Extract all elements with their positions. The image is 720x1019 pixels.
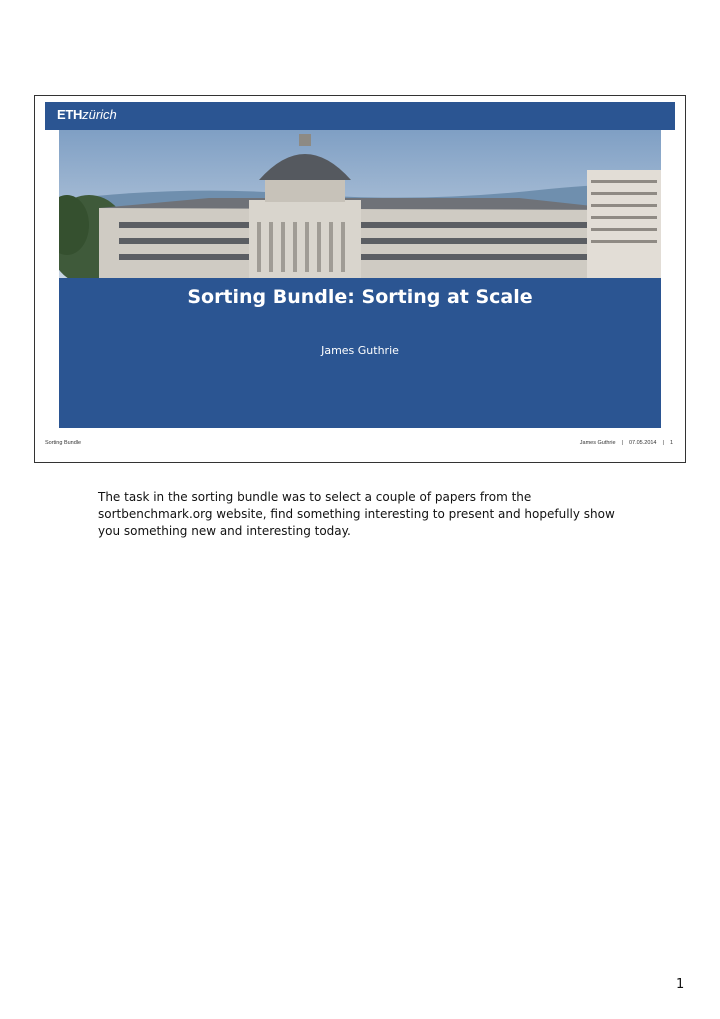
footer-separator: | (621, 440, 623, 446)
slide-header-bar (45, 102, 675, 130)
footer-bundle-name: Sorting Bundle (45, 440, 82, 446)
footer-slide-number: 1 (669, 440, 673, 446)
page-number: 1 (676, 977, 685, 992)
title-panel (59, 278, 661, 428)
footer-separator: | (662, 440, 664, 446)
slide-title: Sorting Bundle: Sorting at Scale (187, 286, 533, 308)
footer-meta (580, 440, 673, 446)
slide-thumbnail (34, 95, 686, 463)
footer-date: 07.05.2014 (628, 440, 657, 446)
slide-author: James Guthrie (321, 344, 399, 357)
speaker-notes: The task in the sorting bundle was to select a couple of papers from the sortbenchmark.org website, find something interesting to present and hopefully show you something new and interesting today. (98, 490, 615, 538)
slide-footer (45, 440, 675, 452)
building-photo (59, 130, 661, 278)
footer-presenter: James Guthrie (579, 440, 616, 446)
eth-logo: ETHzürich (57, 107, 117, 122)
